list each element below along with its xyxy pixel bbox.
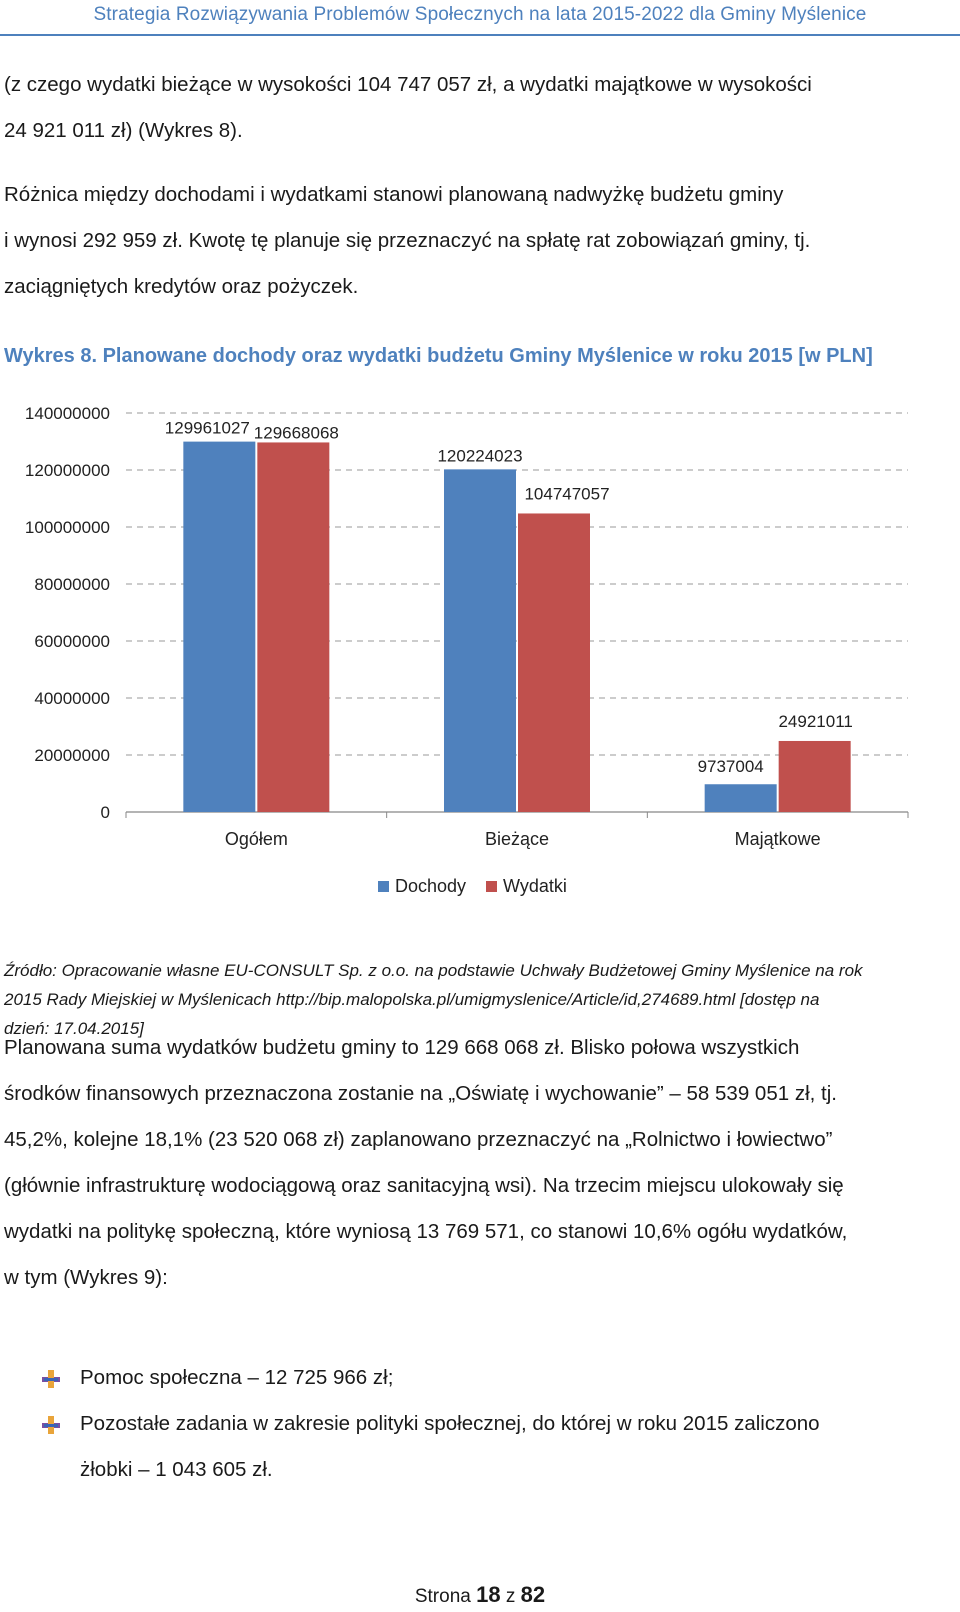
list-item xyxy=(40,1355,956,1401)
data-label: 9737004 xyxy=(697,757,764,777)
x-tick-label: Bieżące xyxy=(484,829,550,849)
paragraph-expenditure-summary xyxy=(4,1025,956,1301)
paragraph-expenses-breakdown xyxy=(4,62,956,154)
budget-bar-chart xyxy=(0,395,960,935)
bar-dochody xyxy=(444,469,516,812)
data-label: 104747057 xyxy=(524,484,610,504)
bar-dochody xyxy=(183,442,255,812)
data-label: 24921011 xyxy=(778,711,853,731)
page-total: 82 xyxy=(520,1582,546,1607)
x-tick-label: Majątkowe xyxy=(734,829,821,849)
paragraph-line: (głównie infrastrukturę wodociągową oraz sanitacyjną wsi). Na trzecim miejscu ulokowały się xyxy=(4,1174,844,1197)
header-rule xyxy=(0,34,960,36)
paragraph-line: Planowana suma wydatków budżetu gminy to 129 668 068 zł. Blisko połowa wszystkich xyxy=(4,1036,800,1059)
legend-swatch xyxy=(486,881,497,892)
source-line: Źródło: Opracowanie własne EU-CONSULT Sp. z o.o. na podstawie Uchwały Budżetowej Gminy Myślenice na rok xyxy=(4,961,863,980)
bullet-text: Pomoc społeczna – 12 725 966 zł; xyxy=(80,1366,394,1389)
legend-entry: Dochody xyxy=(395,876,467,896)
bullet-text: żłobki – 1 043 605 zł. xyxy=(80,1458,273,1481)
paragraph-line: 45,2%, kolejne 18,1% (23 520 068 zł) zaplanowano przeznaczyć na „Rolnictwo i łowiectwo” xyxy=(4,1128,833,1151)
stacked-arrow-bullet-icon xyxy=(40,1414,62,1436)
y-tick-label: 40000000 xyxy=(34,689,110,708)
y-tick-label: 0 xyxy=(100,803,110,822)
source-line: 2015 Rady Miejskiej w Myślenicach http://bip.malopolska.pl/umigmyslenice/Article/id,274689.html [dostęp na xyxy=(4,990,820,1009)
paragraph-budget-surplus xyxy=(4,172,956,310)
data-label: 129668068 xyxy=(253,423,339,443)
legend-entry: Wydatki xyxy=(503,876,567,896)
y-tick-label: 140000000 xyxy=(24,404,110,423)
data-label: 120224023 xyxy=(437,446,523,466)
bar-wydatki xyxy=(779,741,851,812)
header-title: Strategia Rozwiązywania Problemów Społecznych na lata 2015-2022 dla Gminy Myślenice xyxy=(93,4,867,25)
bullet-text: Pozostałe zadania w zakresie polityki społecznej, do której w roku 2015 zaliczono xyxy=(80,1412,820,1435)
bar-wydatki xyxy=(518,513,590,812)
legend-swatch xyxy=(378,881,389,892)
bar-dochody xyxy=(705,784,777,812)
paragraph-line: i wynosi 292 959 zł. Kwotę tę planuje się przeznaczyć na spłatę rat zobowiązań gminy, tj. xyxy=(4,229,811,252)
data-label: 129961027 xyxy=(164,418,250,438)
stacked-arrow-bullet-icon xyxy=(40,1368,62,1390)
page-number: 18 xyxy=(476,1582,501,1607)
bar-wydatki xyxy=(257,442,329,812)
paragraph-line: zaciągniętych kredytów oraz pożyczek. xyxy=(4,275,359,298)
paragraph-line: wydatki na politykę społeczną, które wyniosą 13 769 571, co stanowi 10,6% ogółu wydatków, xyxy=(4,1220,848,1243)
running-header xyxy=(0,0,960,34)
source-line: dzień: 17.04.2015] xyxy=(4,1019,144,1038)
y-tick-label: 60000000 xyxy=(34,632,110,651)
y-tick-label: 120000000 xyxy=(24,461,110,480)
paragraph-line: środków finansowych przeznaczona zostanie na „Oświatę i wychowanie” – 58 539 051 zł, tj. xyxy=(4,1082,837,1105)
footer-separator: z xyxy=(505,1586,516,1607)
y-tick-label: 80000000 xyxy=(34,575,110,594)
paragraph-line: (z czego wydatki bieżące w wysokości 104 747 057 zł, a wydatki majątkowe w wysokości xyxy=(4,73,812,96)
y-tick-label: 20000000 xyxy=(34,746,110,765)
bullet-list xyxy=(40,1355,956,1493)
page-footer xyxy=(0,1582,960,1608)
paragraph-line: w tym (Wykres 9): xyxy=(4,1266,168,1289)
y-tick-label: 100000000 xyxy=(24,518,110,537)
paragraph-line: 24 921 011 zł) (Wykres 8). xyxy=(4,119,243,142)
x-tick-label: Ogółem xyxy=(224,829,288,849)
figure-caption: Wykres 8. Planowane dochody oraz wydatki budżetu Gminy Myślenice w roku 2015 [w PLN] xyxy=(4,345,873,367)
list-item xyxy=(40,1401,956,1493)
paragraph-line: Różnica między dochodami i wydatkami stanowi planowaną nadwyżkę budżetu gminy xyxy=(4,183,784,206)
footer-label: Strona xyxy=(414,1586,471,1607)
